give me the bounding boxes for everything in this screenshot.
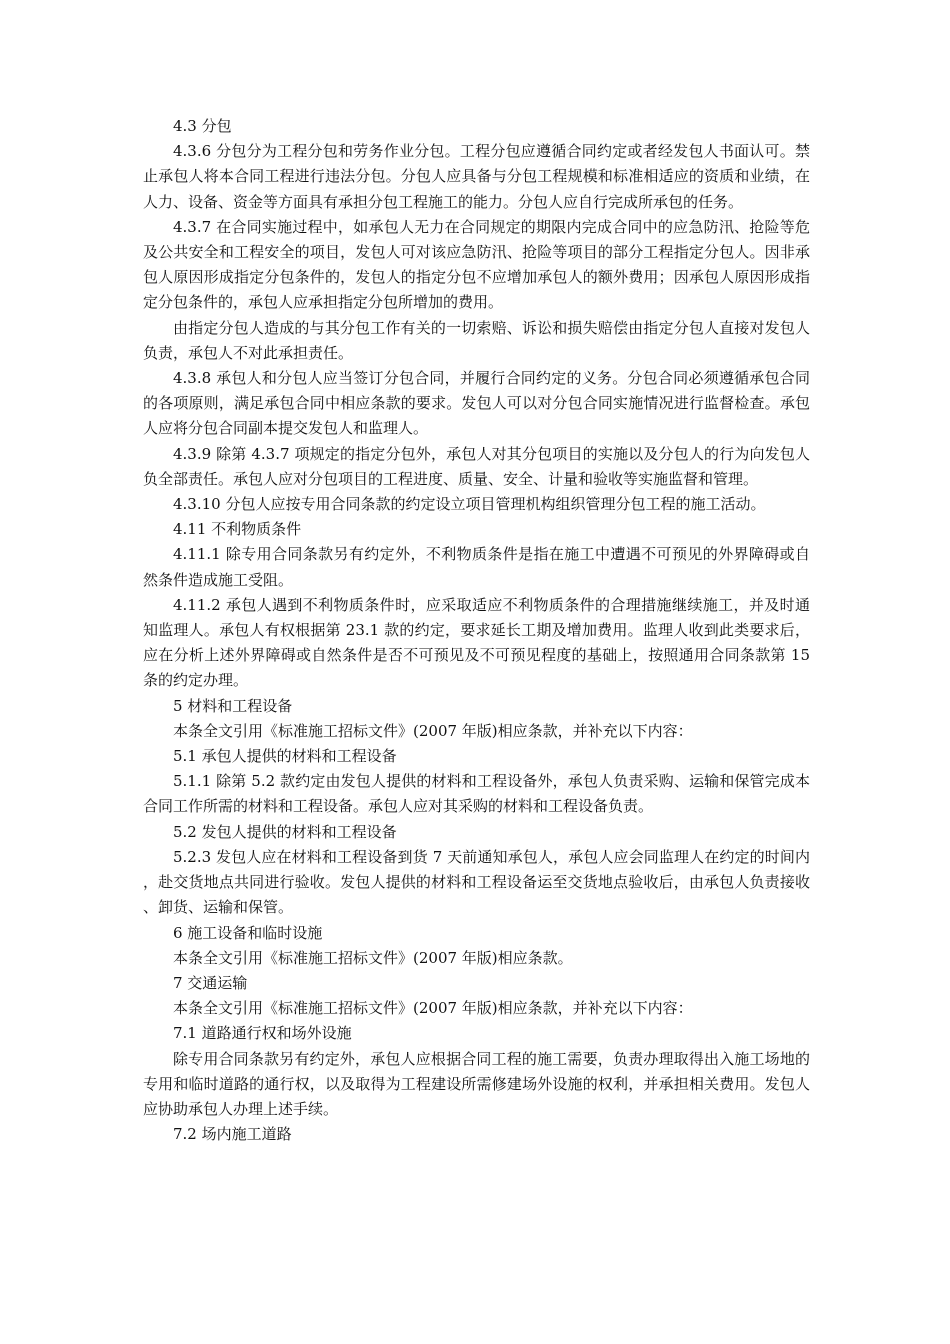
- clause-4-3-9: 4.3.9 除第 4.3.7 项规定的指定分包外，承包人对其分包项目的实施以及分包人的行为向发包人负全部责任。承包人应对分包项目的工程进度、质量、安全、计量和验收等实施监督和管理。: [143, 444, 810, 488]
- heading-5-2: 5.2 发包人提供的材料和工程设备: [173, 822, 397, 841]
- clause-4-3-7-continued: 由指定分包人造成的与其分包工作有关的一切索赔、诉讼和损失赔偿由指定分包人直接对发包人负责，承包人不对此承担责任。: [143, 318, 810, 362]
- clause-4-11-1: 4.11.1 除专用合同条款另有约定外，不利物质条件是指在施工中遭遇不可预见的外界障碍或自然条件造成施工受阻。: [143, 545, 810, 589]
- section-5-intro: 本条全文引用《标准施工招标文件》(2007 年版)相应条款，并补充以下内容：: [173, 721, 693, 740]
- clause-4-3-6: 4.3.6 分包分为工程分包和劳务作业分包。工程分包应遵循合同约定或者经发包人书面认可。禁止承包人将本合同工程进行违法分包。分包人应具备与分包工程规模和标准相适应的资质和业绩，在人力、设备、资金等方面具有承担分包工程施工的能力。分包人应自行完成所承包的任务。: [143, 142, 810, 211]
- heading-7-1: 7.1 道路通行权和场外设施: [173, 1024, 352, 1043]
- heading-5: 5 材料和工程设备: [173, 696, 293, 715]
- section-7-intro: 本条全文引用《标准施工招标文件》(2007 年版)相应条款，并补充以下内容：: [173, 999, 693, 1018]
- heading-7-2: 7.2 场内施工道路: [173, 1125, 292, 1144]
- section-6-intro: 本条全文引用《标准施工招标文件》(2007 年版)相应条款。: [173, 948, 573, 967]
- heading-7: 7 交通运输: [173, 973, 248, 992]
- heading-6: 6 施工设备和临时设施: [173, 923, 323, 942]
- clause-4-3-7: 4.3.7 在合同实施过程中，如承包人无力在合同规定的期限内完成合同中的应急防汛、抢险等危及公共安全和工程安全的项目，发包人可对该应急防汛、抢险等项目的部分工程指定分包人。因非承包人原因形成指定分包条件的，发包人的指定分包不应增加承包人的额外费用；因承包人原因形成指定分包条件的，承包人应承担指定分包所增加的费用。: [143, 217, 810, 312]
- clause-4-11-2: 4.11.2 承包人遇到不利物质条件时，应采取适应不利物质条件的合理措施继续施工，并及时通知监理人。承包人有权根据第 23.1 款的约定，要求延长工期及增加费用。监理人收到此类要求后，应在分析上述外界障碍或自然条件是否不可预见及不可预见程度的基础上，按照通用合同条款第 15 条的约定办理。: [143, 595, 810, 690]
- heading-4-3: 4.3 分包: [173, 117, 232, 135]
- clause-4-3-10: 4.3.10 分包人应按专用合同条款的约定设立项目管理机构组织管理分包工程的施工活动。: [173, 495, 766, 514]
- document-page: [143, 114, 810, 1147]
- clause-5-1-1: 5.1.1 除第 5.2 款约定由发包人提供的材料和工程设备外，承包人负责采购、运输和保管完成本合同工作所需的材料和工程设备。承包人应对其采购的材料和工程设备负责。: [143, 772, 810, 816]
- clause-4-3-8: 4.3.8 承包人和分包人应当签订分包合同，并履行合同约定的义务。分包合同必须遵循承包合同的各项原则，满足承包合同中相应条款的要求。发包人可以对分包合同实施情况进行监督检查。承包人应将分包合同副本提交发包人和监理人。: [143, 369, 810, 438]
- clause-7-1-body: 除专用合同条款另有约定外，承包人应根据合同工程的施工需要，负责办理取得出入施工场地的专用和临时道路的通行权，以及取得为工程建设所需修建场外设施的权利，并承担相关费用。发包人应协助承包人办理上述手续。: [143, 1049, 810, 1118]
- clause-5-2-3: 5.2.3 发包人应在材料和工程设备到货 7 天前通知承包人，承包人应会同监理人在约定的时间内，赴交货地点共同进行验收。发包人提供的材料和工程设备运至交货地点验收后，由承包人负责接收、卸货、运输和保管。: [143, 847, 810, 917]
- heading-5-1: 5.1 承包人提供的材料和工程设备: [173, 747, 397, 766]
- heading-4-11: 4.11 不利物质条件: [173, 520, 302, 539]
